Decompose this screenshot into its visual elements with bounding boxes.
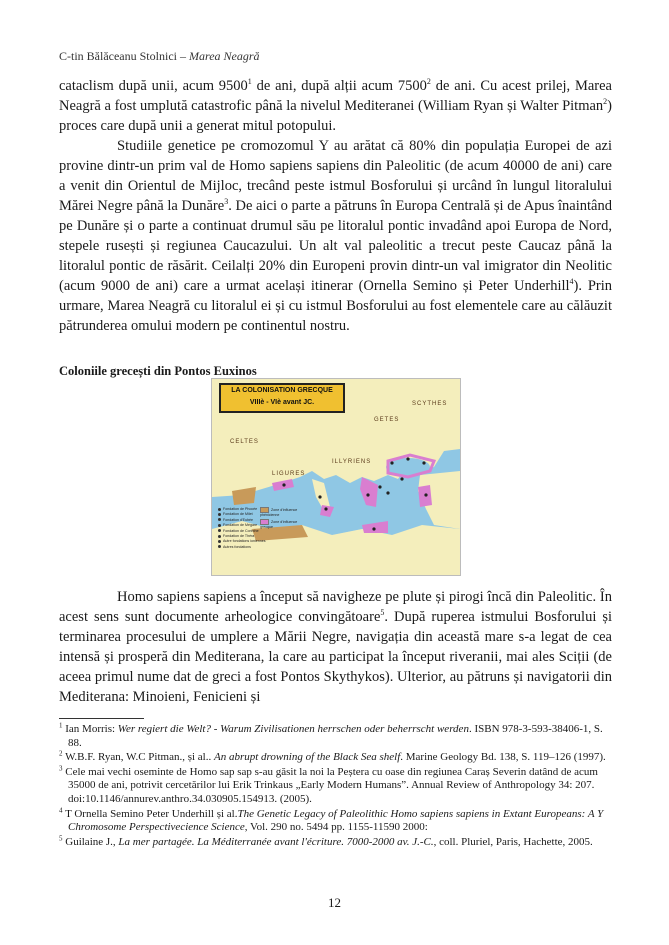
- legend-label: Fondation de Théra: [223, 534, 255, 539]
- footnote-text: T Ornella Semino Peter Underhill și al.: [65, 807, 238, 820]
- text-run: cataclism după unii, acum 9500: [59, 78, 248, 94]
- header-book-title: Marea Neagră: [188, 49, 260, 63]
- footnote-ref: 2: [603, 97, 608, 107]
- footnote-text: Guilaine J.,: [65, 835, 119, 848]
- legend-label: Fondation de Corinthe: [223, 528, 259, 533]
- legend-item: [260, 519, 308, 531]
- footnotes: [59, 723, 612, 850]
- map-title-line-2: VIIIè - VIè avant JC.: [249, 399, 315, 406]
- header-dash: –: [176, 49, 189, 63]
- footnote-text: . ISBN 978-3-593-38406-1, S. 88.: [68, 723, 603, 749]
- region-label-scythes: SCYTHES: [412, 401, 448, 407]
- footnote-number: 1: [59, 721, 63, 730]
- page-number: 12: [328, 895, 341, 910]
- colonization-map: [211, 378, 461, 576]
- footnote-text: W.B.F. Ryan, W.C Pitman., și al..: [65, 751, 214, 764]
- map-title-line-1: LA COLONISATION GRECQUE: [231, 387, 333, 394]
- paragraph-2: [59, 136, 612, 336]
- footnote-4: [59, 805, 612, 835]
- footnote-ref: 4: [569, 277, 574, 287]
- greek-swatch: [260, 519, 269, 525]
- footnote-text: Cele mai vechi oseminte de Homo sap sap s-au găsit la noi la Peștera cu oase din regiunea Caraș Severin datând de acum 35000 de ani, potrivit cercetărilor lui Erik Trinkaus „Early Modern Humans”. Annual Review of Anthropology 34: 207. doi:10.1146/annurev.anthro.34.030905.154913. (2005).: [65, 765, 598, 805]
- footnote-3: [59, 766, 612, 807]
- region-label-celtes: CELTES: [230, 439, 259, 445]
- body-text-top: [59, 76, 612, 336]
- marker-icon: [218, 529, 221, 532]
- region-label-ligures: LIGURES: [272, 471, 306, 477]
- paragraph-1: [59, 76, 612, 136]
- text-run: ) proces care după unii a generat mitul potopului.: [59, 98, 612, 134]
- legend-label: Fondation de Mégare: [223, 523, 258, 528]
- footnote-number: 4: [59, 805, 63, 814]
- footnote-number: 5: [59, 834, 63, 843]
- legend-item: [218, 545, 310, 550]
- text-run: Homo sapiens sapiens a început să navigheze pe plute și pirogi încă din Paleolitic. În acest sens sunt documente arheologice convingătoare: [59, 589, 612, 625]
- legend-label: Zone d'influence phénicienne: [260, 507, 298, 518]
- text-run: . De aici o parte a pătruns în Europa Centrală și de Apus înaintând pe Dunăre și o parte a continuat drumul său pe litoralul pontic invadând apoi Europa de Nord, stepele rusești și regiunea Caucazului. Un alt val paleolitic a trecut peste Caucaz până la litoralul pontic de răsărit. Ceilalți 20% din Europeni provin dintr-un val imigrator din Neolitic (acum 9000 de ani) care a urmat același itinerar (Ornella Semino și Peter Underhill: [59, 198, 612, 294]
- running-header: [59, 49, 260, 64]
- text-run: Studiile genetice pe cromozomul Y au arătat că 80% din populația Europei de azi provine dintr-un prim val de Homo sapiens sapiens din Paleolitic (de acum 40000 de ani) care a venit din Orientul de Mijloc, trecând peste istmul Bosforului și urcând în lungul litoralului Mărei Negre până la Dunăre: [59, 138, 612, 214]
- map-title-box: [219, 383, 345, 413]
- footnote-number: 2: [59, 749, 63, 758]
- map-legend-zones: [260, 507, 308, 531]
- marker-icon: [218, 540, 221, 543]
- legend-item: [260, 507, 308, 519]
- footnote-title: La mer partagée. La Méditerranée avant l'écriture. 7000-2000 av. J.-C.: [118, 835, 434, 848]
- footnote-ref: 5: [380, 608, 385, 618]
- marker-icon: [218, 535, 221, 538]
- legend-label: Autres fondations: [223, 544, 251, 549]
- text-run: de ani. Cu acest prilej, Marea Neagră a fost umplută catastrofic până la nivelul Mediteranei (William Ryan și Walter Pitman: [59, 78, 612, 114]
- footnote-text: , Vol. 290 no. 5494 pp. 1155-11590 2000:: [244, 821, 428, 834]
- footnote-text: . Marine Geology Bd. 138, S. 119–126 (1997).: [400, 751, 606, 764]
- marker-icon: [218, 518, 221, 521]
- region-label-illyriens: ILLYRIENS: [332, 459, 372, 465]
- marker-icon: [218, 545, 221, 548]
- phoenician-swatch: [260, 507, 269, 513]
- footnote-title: The Genetic Legacy of Paleolithic Homo sapiens sapiens in Extant Europeans: A Y Chromosome Perspectivecience Science: [68, 807, 604, 834]
- region-label-getes: GETES: [374, 417, 400, 423]
- footnote-text: Ian Morris:: [65, 723, 118, 735]
- section-heading: Coloniile grecești din Pontos Euxinos: [59, 364, 257, 378]
- footnote-ref: 1: [247, 77, 252, 87]
- footnote-title: An abrupt drowning of the Black Sea shelf: [214, 751, 401, 764]
- footnote-5: [59, 836, 612, 850]
- marker-icon: [218, 524, 221, 527]
- footnote-number: 3: [59, 764, 63, 773]
- legend-label: Fondation de Milet: [223, 512, 253, 517]
- footnote-1: [59, 723, 612, 750]
- header-author: C-tin Bălăceanu Stolnici: [59, 49, 177, 63]
- footnote-ref: 2: [426, 77, 431, 87]
- text-run: ). Prin urmare, Marea Neagră cu litoralul ei și cu istmul Bosforului au fost elementele care au călăuzit pătrunderea omului modern pe continentul nostru.: [59, 278, 612, 334]
- marker-icon: [218, 513, 221, 516]
- legend-label: Fondation d'Eubée: [223, 517, 254, 522]
- footnote-title: Wer regiert die Welt? - Warum Zivilisationen herrschen oder beherrscht werden: [117, 723, 469, 735]
- legend-label: Fondation de Phocée: [223, 507, 258, 511]
- text-run: . După ruperea istmului Bosforului și terminarea procesului de umplere a Mării Negre, navigația din această mare s-a legat de cea intensă și prosperă din Mediterana, la care au participat la început riveranii, mai ales Sciții (de aceea primul nume dat de greci a fost Pontos Skythykos). Ulterior, au pătruns și navigatorii din Mediterana: Minoieni, Fenicieni și: [59, 609, 613, 705]
- marker-icon: [218, 508, 221, 511]
- footnote-rule: [59, 718, 144, 719]
- paragraph-3: [59, 587, 612, 707]
- legend-label: Autre fondations ioniennes: [223, 539, 266, 544]
- legend-label: Zone d'influence grecque: [260, 519, 298, 530]
- footnote-text: , coll. Pluriel, Paris, Hachette, 2005.: [433, 835, 593, 848]
- footnote-2: [59, 751, 612, 765]
- body-text-bottom: [59, 587, 612, 707]
- text-run: de ani, după alții acum 7500: [251, 78, 427, 94]
- footnote-ref: 3: [224, 197, 229, 207]
